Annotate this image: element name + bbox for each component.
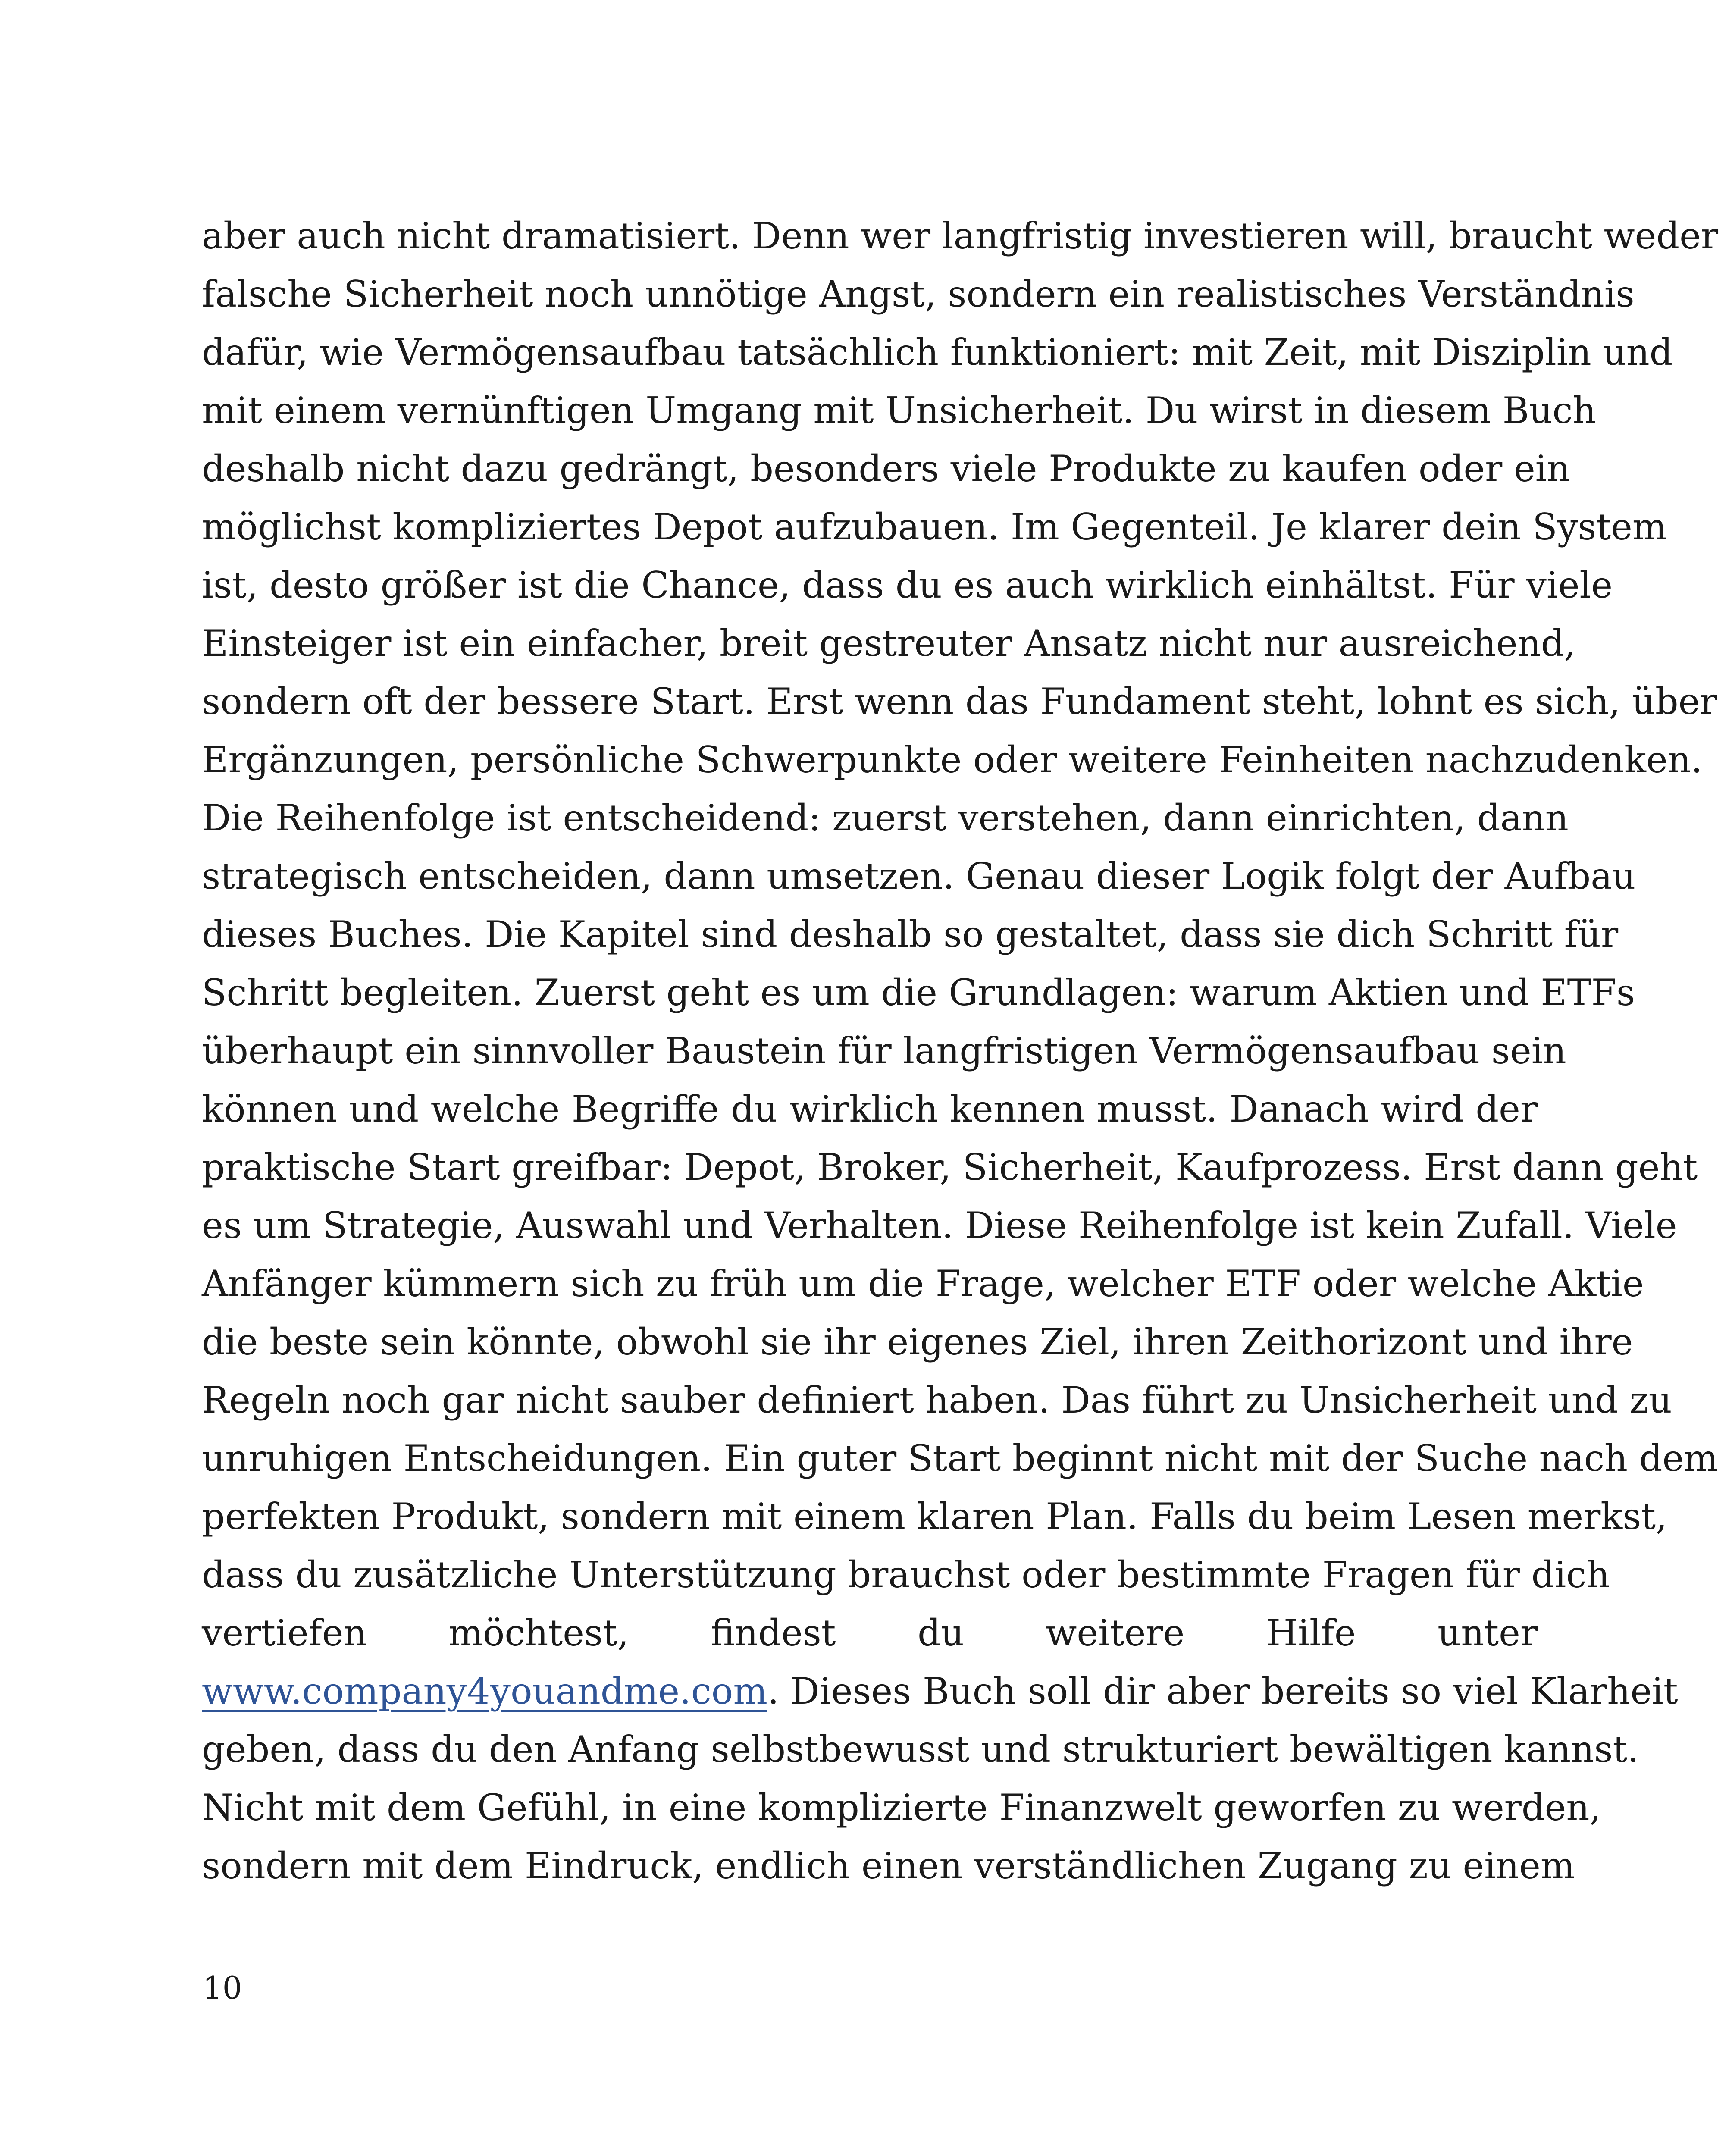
text-line: ist, desto größer ist die Chance, dass du es auch wirklich einhältst. Für viele xyxy=(202,564,1613,606)
text-line: dieses Buches. Die Kapitel sind deshalb so gestaltet, dass sie dich Schritt für xyxy=(202,913,1619,956)
text-line: dafür, wie Vermögensaufbau tatsächlich funktioniert: mit Zeit, mit Disziplin und xyxy=(202,331,1673,373)
text-line: strategisch entscheiden, dann umsetzen. Genau dieser Logik folgt der Aufbau xyxy=(202,855,1636,897)
text-line: überhaupt ein sinnvoller Baustein für langfristigen Vermögensaufbau sein xyxy=(202,1030,1566,1072)
text-line: dass du zusätzliche Unterstützung brauchst oder bestimmte Fragen für dich xyxy=(202,1554,1610,1596)
text-line: perfekten Produkt, sondern mit einem klaren Plan. Falls du beim Lesen merkst, xyxy=(202,1495,1667,1538)
text-line: falsche Sicherheit noch unnötige Angst, sondern ein realistisches Verständnis xyxy=(202,273,1635,315)
text-line: die beste sein könnte, obwohl sie ihr eigenes Ziel, ihren Zeithorizont und ihre xyxy=(202,1321,1633,1363)
text-line: aber auch nicht dramatisiert. Denn wer langfristig investieren will, braucht weder xyxy=(202,215,1719,257)
text-line: sondern oft der bessere Start. Erst wenn das Fundament steht, lohnt es sich, über xyxy=(202,680,1717,723)
text-line: vertiefen möchtest, findest du weitere Hilfe unter xyxy=(202,1612,1538,1654)
text-line: sondern mit dem Eindruck, endlich einen verständlichen Zugang zu einem xyxy=(202,1845,1575,1887)
body-text xyxy=(202,207,1719,1895)
text-line: deshalb nicht dazu gedrängt, besonders viele Produkte zu kaufen oder ein xyxy=(202,448,1570,490)
text-line: Schritt begleiten. Zuerst geht es um die Grundlagen: warum Aktien und ETFs xyxy=(202,971,1635,1014)
text-line: Ergänzungen, persönliche Schwerpunkte oder weitere Feinheiten nachzudenken. xyxy=(202,739,1703,781)
text-line-with-link xyxy=(202,1662,1678,1720)
text-line: möglichst kompliziertes Depot aufzubauen. Im Gegenteil. Je klarer dein System xyxy=(202,506,1667,548)
website-link[interactable]: www.company4youandme.com xyxy=(202,1670,767,1712)
text-line: es um Strategie, Auswahl und Verhalten. Diese Reihenfolge ist kein Zufall. Viele xyxy=(202,1204,1677,1247)
text-line: Anfänger kümmern sich zu früh um die Frage, welcher ETF oder welche Aktie xyxy=(202,1263,1644,1305)
text-line: praktische Start greifbar: Depot, Broker, Sicherheit, Kaufprozess. Erst dann geht xyxy=(202,1146,1698,1188)
text-line: Regeln noch gar nicht sauber definiert haben. Das führt zu Unsicherheit und zu xyxy=(202,1379,1672,1421)
text-line: Einsteiger ist ein einfacher, breit gestreuter Ansatz nicht nur ausreichend, xyxy=(202,622,1576,664)
text-line: mit einem vernünftigen Umgang mit Unsicherheit. Du wirst in diesem Buch xyxy=(202,389,1596,432)
text-line: können und welche Begriffe du wirklich kennen musst. Danach wird der xyxy=(202,1088,1538,1130)
text-line: geben, dass du den Anfang selbstbewusst und strukturiert bewältigen kannst. xyxy=(202,1728,1639,1771)
page-number: 10 xyxy=(203,1970,242,2006)
text-line: unruhigen Entscheidungen. Ein guter Start beginnt nicht mit der Suche nach dem xyxy=(202,1437,1718,1479)
text-line: Nicht mit dem Gefühl, in eine komplizierte Finanzwelt geworfen zu werden, xyxy=(202,1786,1601,1829)
text-line: Die Reihenfolge ist entscheidend: zuerst verstehen, dann einrichten, dann xyxy=(202,797,1569,839)
text-line-rest: . Dieses Buch soll dir aber bereits so viel Klarheit xyxy=(767,1670,1678,1712)
